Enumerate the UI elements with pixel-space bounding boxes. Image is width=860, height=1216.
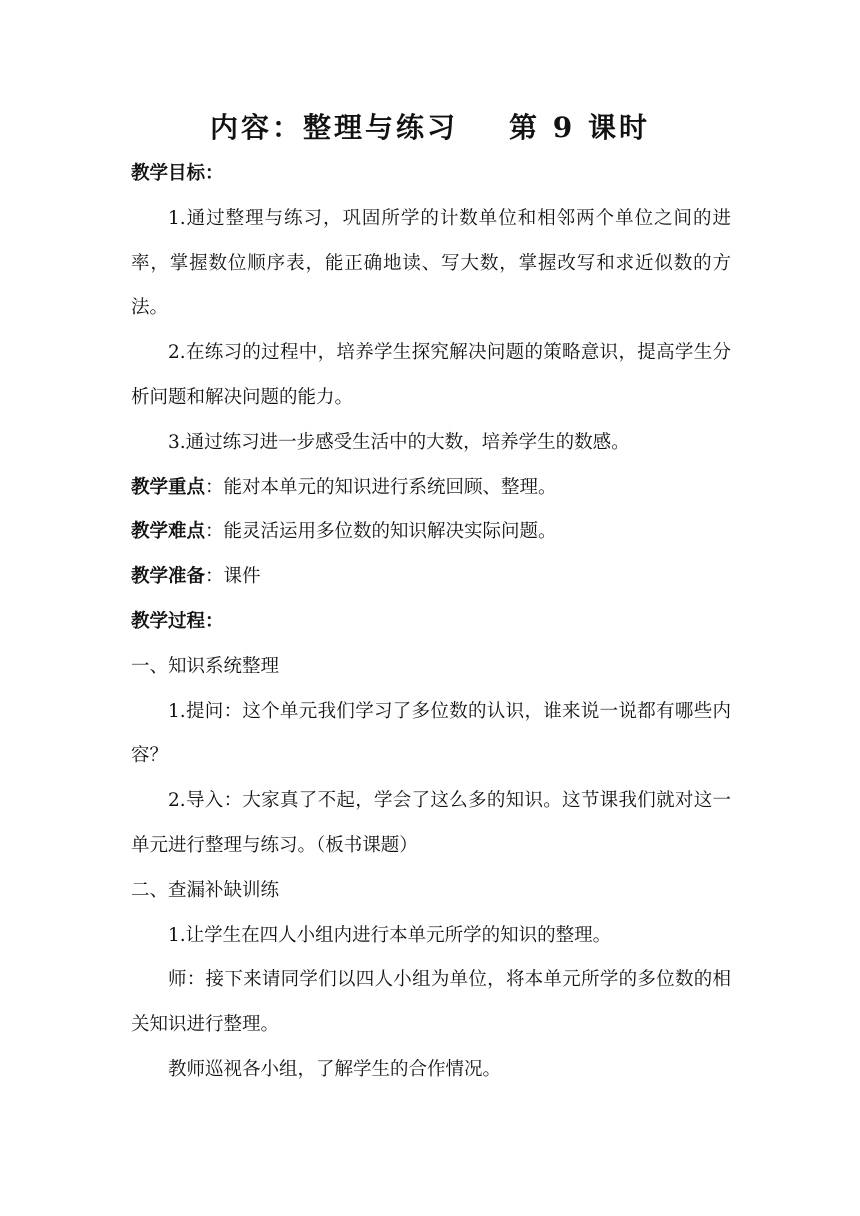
goals-heading: 教学目标： [131, 163, 224, 184]
key-point-line [131, 466, 731, 511]
key-point-label: 教学重点 [131, 476, 206, 498]
difficulty-line [131, 510, 731, 555]
goal-item-1: 1.通过整理与练习，巩固所学的计数单位和相邻两个单位之间的进率，掌握数位顺序表，能正确地读、写大数，掌握改写和求近似数的方法。 [131, 207, 731, 319]
preparation-line [131, 555, 731, 600]
section-2-item-3: 教师巡视各小组，了解学生的合作情况。 [168, 1058, 502, 1080]
section-2-item-1: 1.让学生在四人小组内进行本单元所学的知识的整理。 [168, 924, 612, 946]
section-2-item-2: 师：接下来请同学们以四人小组为单位，将本单元所学的多位数的相关知识进行整理。 [131, 969, 731, 1036]
section-2-heading: 二、查漏补缺训练 [131, 879, 280, 901]
goal-item-2: 2.在练习的过程中，培养学生探究解决问题的策略意识，提高学生分析问题和解决问题的能力。 [131, 342, 731, 408]
goal-item-3: 3.通过练习进一步感受生活中的大数，培养学生的数感。 [168, 431, 630, 453]
preparation-label: 教学准备 [131, 566, 206, 588]
lesson-title: 内容：整理与练习 第 9 课时 [210, 111, 650, 144]
preparation-text: ：课件 [205, 566, 261, 588]
section-1-item-2: 2.导入：大家真了不起，学会了这么多的知识。这节课我们就对这一单元进行整理与练习。（板书课题） [131, 790, 731, 856]
section-1-heading: 一、知识系统整理 [131, 655, 280, 677]
difficulty-label: 教学难点 [131, 521, 206, 543]
lesson-content [131, 152, 731, 1093]
section-1-item-1: 1.提问：这个单元我们学习了多位数的认识，谁来说一说都有哪些内容？ [131, 700, 731, 767]
key-point-text: ：能对本单元的知识进行系统回顾、整理。 [205, 476, 557, 498]
difficulty-text: ：能灵活运用多位数的知识解决实际问题。 [205, 521, 557, 543]
process-heading: 教学过程： [131, 610, 224, 632]
